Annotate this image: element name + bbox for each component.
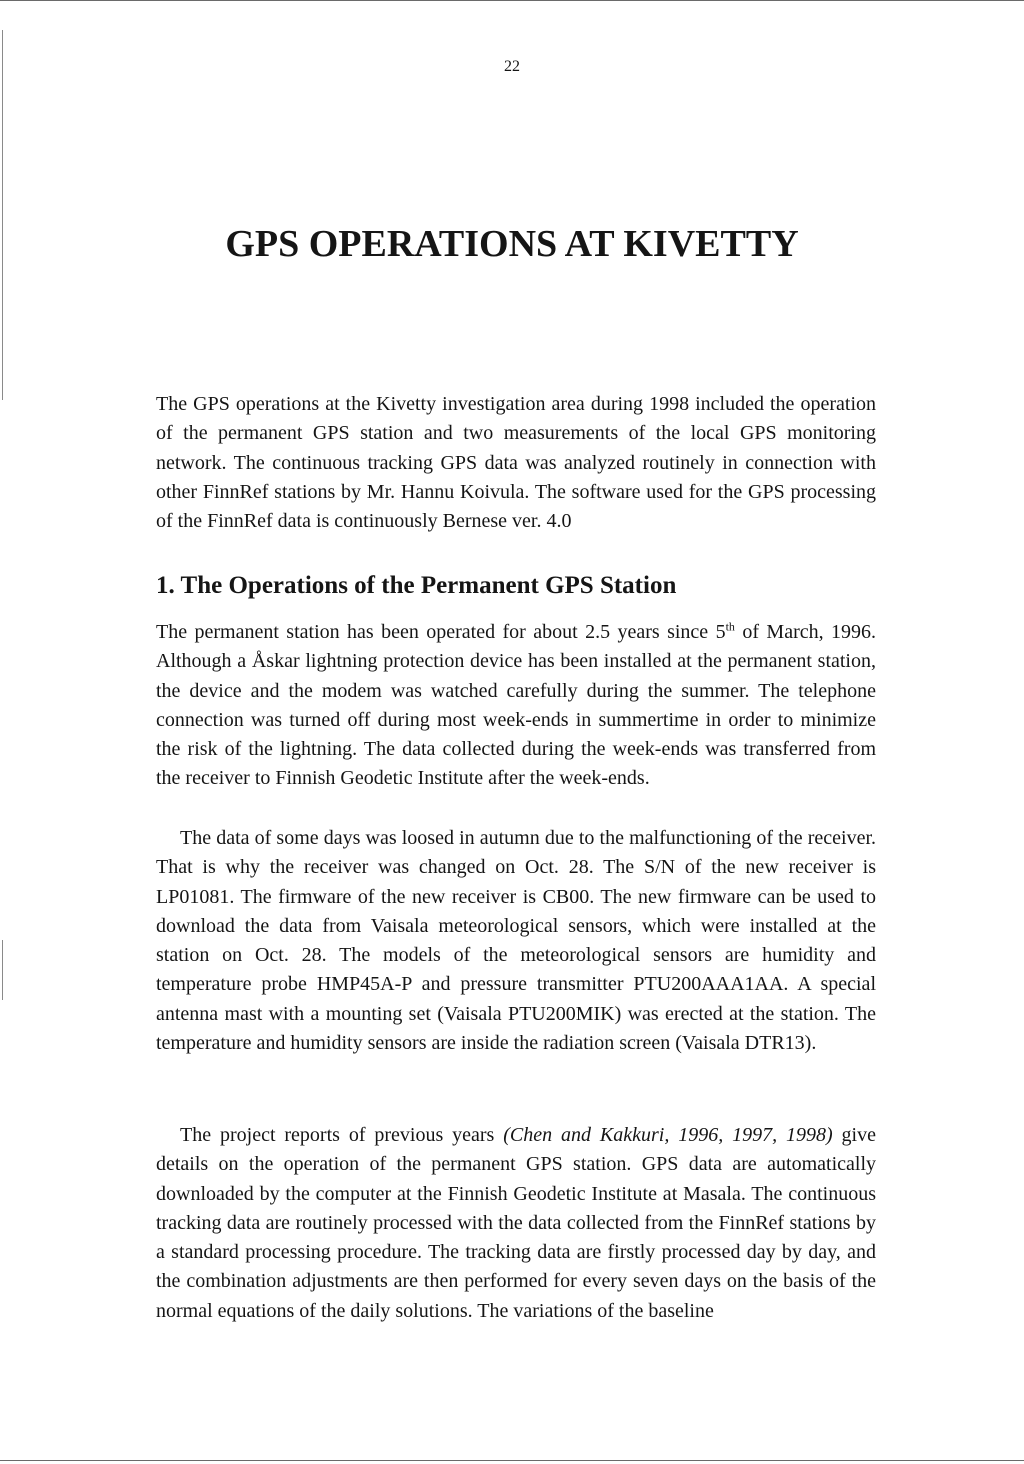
intro-paragraph: The GPS operations at the Kivetty investigation area during 1998 included the operation of the permanent GPS station and two measurements of the local GPS monitoring network. The continuous tracking GPS data was analyzed routinely in connection with other FinnRef stations by Mr. Hannu Koivula. The software used for the GPS processing of the FinnRef data is continuously Bernese ver. 4.0 bbox=[156, 393, 876, 533]
page-number: 22 bbox=[504, 58, 520, 75]
section-paragraph-3 bbox=[156, 1121, 876, 1326]
paragraph-text: The project reports of previous years bbox=[180, 1124, 504, 1146]
scan-edge-left-lower bbox=[2, 940, 3, 1000]
paragraph-text: of March, 1996. Although a Åskar lightning protection device has been installed at the permanent station, the device and the modem was watched carefully during the summer. The telephone connection was turned off during most week-ends in summertime in order to minimize the risk of the lightning. The data collected during the week-ends was transferred from the receiver to Finnish Geodetic Institute after the week-ends. bbox=[156, 621, 877, 790]
section-paragraph-1 bbox=[156, 618, 876, 794]
paragraph-text: The permanent station has been operated for about 2.5 years since 5 bbox=[156, 621, 726, 643]
section-paragraph-2: The data of some days was loosed in autumn due to the malfunctioning of the receiver. That is why the receiver was changed on Oct. 28. The S/N of the new receiver is LP01081. The firmware of the new receiver is CB00. The new firmware can be used to download the data from Vaisala meteorological sensors, which were installed at the station on Oct. 28. The models of the meteorological sensors are humidity and temperature probe HMP45A-P and pressure transmitter PTU200AAA1AA. A special antenna mast with a mounting set (Vaisala PTU200MIK) was erected at the station. The temperature and humidity sensors are inside the radiation screen (Vaisala DTR13). bbox=[156, 827, 876, 1055]
page-title: GPS OPERATIONS AT KIVETTY bbox=[225, 223, 799, 265]
citation: (Chen and Kakkuri, 1996, 1997, 1998) bbox=[503, 1124, 833, 1146]
ordinal-superscript: th bbox=[725, 619, 735, 634]
scan-edge-top bbox=[0, 0, 1024, 1]
scan-edge-left bbox=[2, 30, 3, 400]
scan-edge-bottom bbox=[0, 1460, 1024, 1461]
paragraph-text: give details on the operation of the permanent GPS station. GPS data are automatically downloaded by the computer at the Finnish Geodetic Institute at Masala. The continuous tracking data are routinely processed with the data collected from the FinnRef stations by a standard processing procedure. The tracking data are firstly processed day by day, and the combination adjustments are then performed for every seven days on the basis of the normal equations of the daily solutions. The variations of the baseline bbox=[156, 1124, 876, 1322]
section-heading: 1. The Operations of the Permanent GPS Station bbox=[156, 572, 677, 599]
